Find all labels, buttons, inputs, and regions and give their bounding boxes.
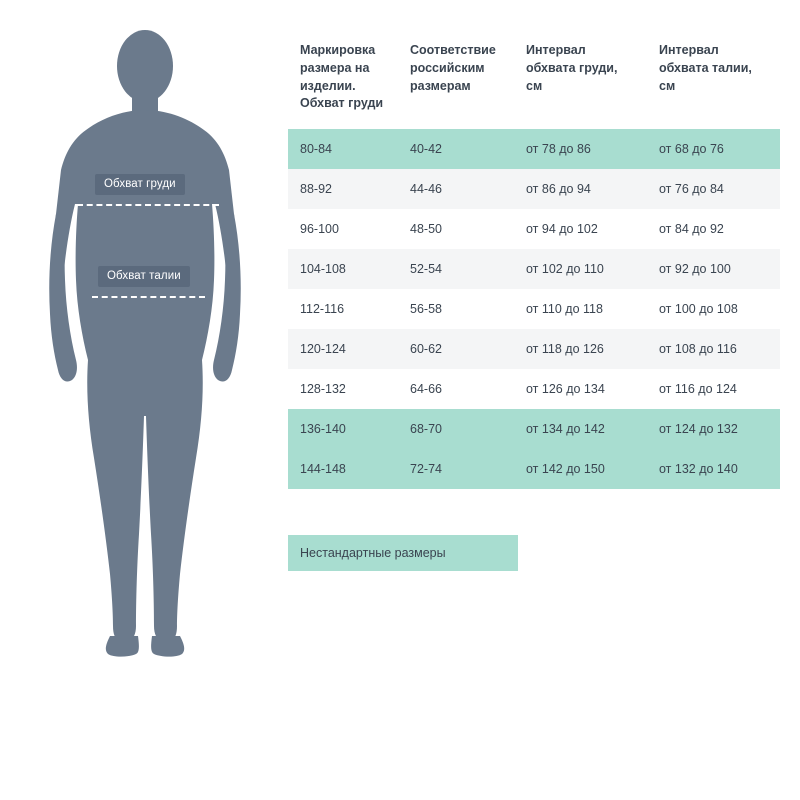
cell-russian: 40-42 [398,129,514,169]
table-row [288,129,780,169]
cell-marking: 96-100 [288,209,398,249]
cell-waist: от 116 до 124 [647,369,780,409]
table-row [288,409,780,449]
cell-marking: 104-108 [288,249,398,289]
cell-russian: 60-62 [398,329,514,369]
column-header-russian: Соответствие российским размерам [398,28,514,129]
cell-chest: от 86 до 94 [514,169,647,209]
nonstandard-sizes-button[interactable] [288,535,518,571]
cell-russian: 68-70 [398,409,514,449]
cell-marking: 80-84 [288,129,398,169]
column-header-chest: Интервал обхвата груди, см [514,28,647,129]
table-row [288,169,780,209]
cell-russian: 52-54 [398,249,514,289]
size-table [288,28,780,489]
cell-russian: 56-58 [398,289,514,329]
cell-russian: 44-46 [398,169,514,209]
cell-marking: 136-140 [288,409,398,449]
cell-chest: от 134 до 142 [514,409,647,449]
cell-waist: от 84 до 92 [647,209,780,249]
cell-chest: от 126 до 134 [514,369,647,409]
cell-waist: от 68 до 76 [647,129,780,169]
male-body-silhouette-icon [20,18,270,658]
cell-waist: от 108 до 116 [647,329,780,369]
cell-waist: от 124 до 132 [647,409,780,449]
nonstandard-sizes-label: Нестандартные размеры [300,546,446,560]
table-row [288,329,780,369]
column-header-marking: Маркировка размера на изделии. Обхват груди [288,28,398,129]
cell-chest: от 118 до 126 [514,329,647,369]
chest-measure-label: Обхват груди [95,174,185,195]
cell-marking: 144-148 [288,449,398,489]
table-row [288,209,780,249]
cell-chest: от 78 до 86 [514,129,647,169]
cell-waist: от 92 до 100 [647,249,780,289]
cell-waist: от 100 до 108 [647,289,780,329]
cell-waist: от 76 до 84 [647,169,780,209]
cell-chest: от 110 до 118 [514,289,647,329]
cell-russian: 48-50 [398,209,514,249]
chest-measure-line [77,204,219,206]
waist-measure-label: Обхват талии [98,266,190,287]
cell-chest: от 94 до 102 [514,209,647,249]
column-header-waist: Интервал обхвата талии, см [647,28,780,129]
cell-waist: от 132 до 140 [647,449,780,489]
cell-chest: от 142 до 150 [514,449,647,489]
table-row [288,369,780,409]
cell-russian: 64-66 [398,369,514,409]
cell-russian: 72-74 [398,449,514,489]
table-header-row [288,28,780,129]
cell-chest: от 102 до 110 [514,249,647,289]
cell-marking: 120-124 [288,329,398,369]
cell-marking: 88-92 [288,169,398,209]
table-row [288,289,780,329]
table-row [288,449,780,489]
cell-marking: 128-132 [288,369,398,409]
cell-marking: 112-116 [288,289,398,329]
table-row [288,249,780,289]
body-figure [20,18,270,658]
waist-measure-line [92,296,205,298]
